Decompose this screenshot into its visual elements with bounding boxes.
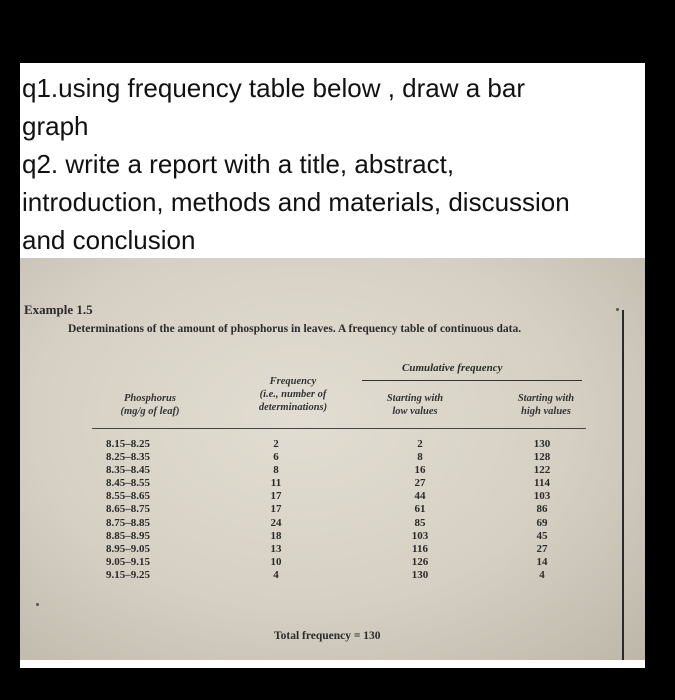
- table-cell: 8: [417, 451, 423, 464]
- example-title: Example 1.5: [24, 302, 93, 317]
- high-values-header: [496, 392, 596, 418]
- table-cell: 6: [273, 451, 279, 464]
- range-column: [106, 438, 186, 582]
- table-cell: 4: [539, 568, 545, 581]
- question-line: q1.using frequency table below , draw a bar: [22, 73, 525, 103]
- textbook-photo: [20, 258, 645, 660]
- table-cell: 8.15–8.25: [106, 438, 150, 450]
- frequency-header: [238, 375, 348, 414]
- table-cell: 8.55–8.65: [106, 490, 150, 503]
- table-cell: 116: [412, 542, 428, 555]
- table-cell: 126: [411, 555, 429, 568]
- table-cell: 8: [273, 464, 279, 477]
- question-line: q2. write a report with a title, abstract,: [22, 149, 455, 179]
- table-cell: 14: [536, 555, 548, 568]
- header-line: determinations): [258, 402, 328, 413]
- table-cell: 8.35–8.45: [106, 464, 150, 477]
- table-cell: 9.15–9.25: [106, 568, 150, 581]
- table-cell: 8.25–8.35: [106, 451, 150, 464]
- question-text: [22, 69, 644, 259]
- header-line: Starting with: [386, 393, 444, 404]
- table-cell: 27: [536, 542, 548, 555]
- page-edge: [622, 310, 624, 660]
- header-line: Phosphorus: [124, 393, 176, 404]
- table-cell: 2: [273, 438, 279, 450]
- table-cell: 9.05–9.15: [106, 555, 150, 568]
- table-cell: 103: [533, 490, 551, 503]
- header-line: (mg/g of leaf): [120, 406, 180, 417]
- question-line: and conclusion: [22, 225, 196, 255]
- phosphorus-header: [90, 392, 210, 418]
- table-cell: 86: [536, 503, 548, 516]
- table-cell: 8.85–8.95: [106, 529, 150, 542]
- bottom-strip: [20, 660, 645, 668]
- table-cell: 128: [533, 451, 551, 464]
- question-line: graph: [22, 111, 89, 141]
- table-cell: 17: [270, 490, 282, 503]
- pen-mark: [36, 603, 39, 606]
- table-cell: 130: [533, 438, 551, 450]
- table-cell: 130: [411, 568, 429, 581]
- table-cell: 17: [270, 503, 282, 516]
- table-cell: 11: [270, 477, 282, 490]
- high-values-column: [520, 438, 564, 582]
- question-line: introduction, methods and materials, discussion: [22, 187, 570, 217]
- table-cell: 69: [536, 516, 548, 529]
- table-cell: 4: [273, 568, 279, 581]
- table-cell: 8.45–8.55: [106, 477, 150, 490]
- table-cell: 13: [270, 542, 282, 555]
- frequency-column: [256, 438, 296, 582]
- header-line: Frequency: [269, 376, 317, 387]
- table-cell: 2: [417, 438, 423, 450]
- total-frequency: Total frequency = 130: [274, 630, 381, 642]
- table-cell: 8.65–8.75: [106, 503, 150, 516]
- table-caption: Determinations of the amount of phosphorus in leaves. A frequency table of continuous data.: [68, 323, 522, 335]
- header-line: high values: [521, 406, 571, 417]
- header-line: low values: [392, 406, 438, 417]
- table-cell: 10: [270, 555, 282, 568]
- header-rule: [92, 428, 586, 429]
- table-cell: 27: [414, 477, 426, 490]
- table-cell: 24: [270, 516, 282, 529]
- table-cell: 61: [414, 503, 426, 516]
- table-cell: 122: [533, 464, 551, 477]
- header-line: (i.e., number of: [259, 389, 327, 400]
- pen-mark: [616, 308, 619, 311]
- table-cell: 114: [534, 477, 550, 490]
- cumulative-rule: [362, 380, 582, 381]
- table-cell: 103: [411, 529, 429, 542]
- table-cell: 8.95–9.05: [106, 542, 150, 555]
- table-cell: 18: [270, 529, 282, 542]
- table-cell: 44: [414, 490, 426, 503]
- table-cell: 8.75–8.85: [106, 516, 150, 529]
- header-line: Starting with: [517, 393, 575, 404]
- question-panel: [20, 63, 645, 258]
- cumulative-header: Cumulative frequency: [402, 362, 503, 374]
- low-values-column: [400, 438, 440, 582]
- table-cell: 16: [414, 464, 426, 477]
- table-cell: 85: [414, 516, 426, 529]
- low-values-header: [370, 392, 460, 418]
- table-cell: 45: [536, 529, 548, 542]
